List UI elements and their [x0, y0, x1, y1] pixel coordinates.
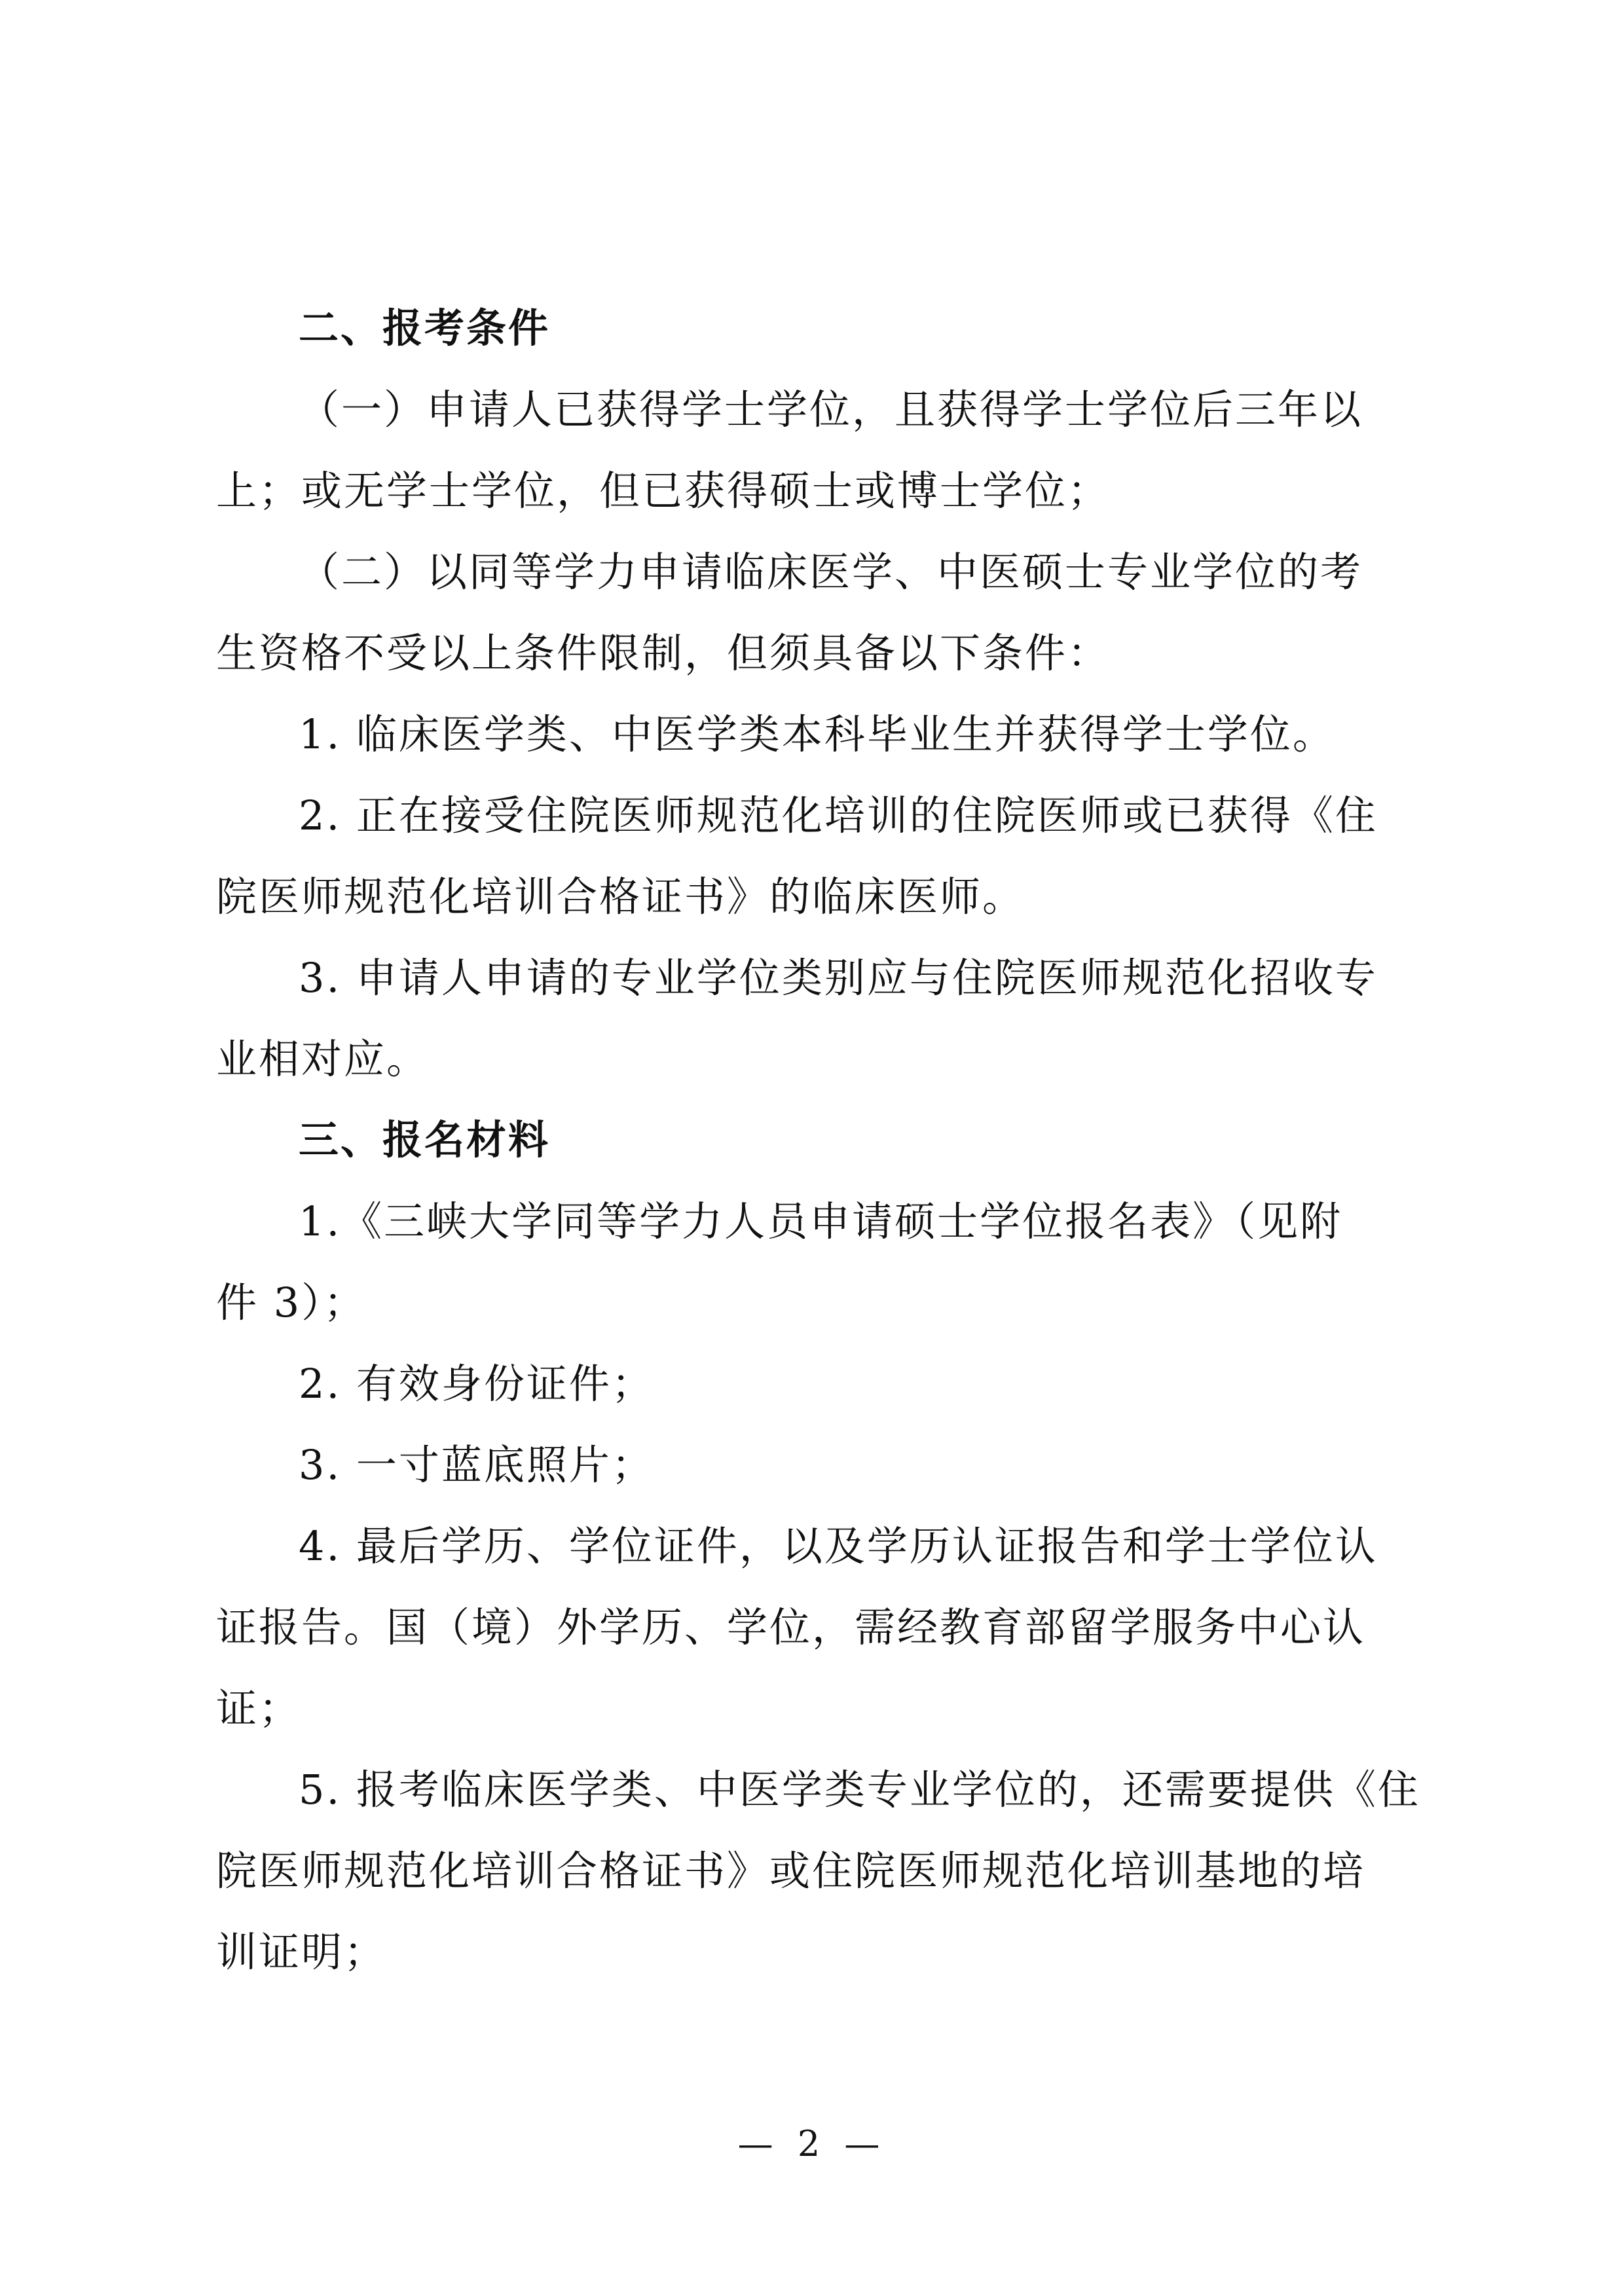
paragraph-line: 上；或无学士学位，但已获得硕士或博士学位；	[216, 467, 1111, 515]
list-item-line: 件 3）；	[216, 1279, 367, 1326]
list-item-line: 证报告。国（境）外学历、学位，需经教育部留学服务中心认	[216, 1603, 1366, 1651]
list-item-line: 3. 申请人申请的专业学位类别应与住院医师规范化招收专	[299, 954, 1378, 1002]
section-heading-application-materials: 三、报名材料	[299, 1117, 551, 1163]
page-number: — 2 —	[737, 2123, 887, 2164]
list-item-line: 训证明；	[216, 1928, 387, 1976]
paragraph-line: （二）以同等学力申请临床医学、中医硕士专业学位的考	[299, 548, 1363, 596]
list-item-line: 2. 有效身份证件；	[299, 1360, 654, 1408]
list-item-line: 院医师规范化培训合格证书》的临床医师。	[216, 873, 1025, 920]
list-item-line: 1. 临床医学类、中医学类本科毕业生并获得学士学位。	[299, 710, 1335, 758]
paragraph-line: （一）申请人已获得学士学位，且获得学士学位后三年以	[299, 386, 1363, 433]
body-text	[216, 288, 1420, 1993]
list-item-line: 3. 一寸蓝底照片；	[299, 1441, 654, 1489]
list-item-line: 5. 报考临床医学类、中医学类专业学位的，还需要提供《住	[299, 1766, 1420, 1813]
list-item-line: 院医师规范化培训合格证书》或住院医师规范化培训基地的培	[216, 1847, 1366, 1895]
paragraph-line: 生资格不受以上条件限制，但须具备以下条件：	[216, 629, 1111, 677]
list-item-line: 业相对应。	[216, 1035, 430, 1083]
section-heading-application-requirements: 二、报考条件	[299, 305, 551, 352]
list-item-line: 4. 最后学历、学位证件，以及学历认证报告和学士学位认	[299, 1522, 1378, 1570]
list-item-line: 2. 正在接受住院医师规范化培训的住院医师或已获得《住	[299, 792, 1378, 839]
list-item-line: 1.《三峡大学同等学力人员申请硕士学位报名表》（见附	[299, 1197, 1343, 1245]
list-item-line: 证；	[216, 1685, 302, 1732]
